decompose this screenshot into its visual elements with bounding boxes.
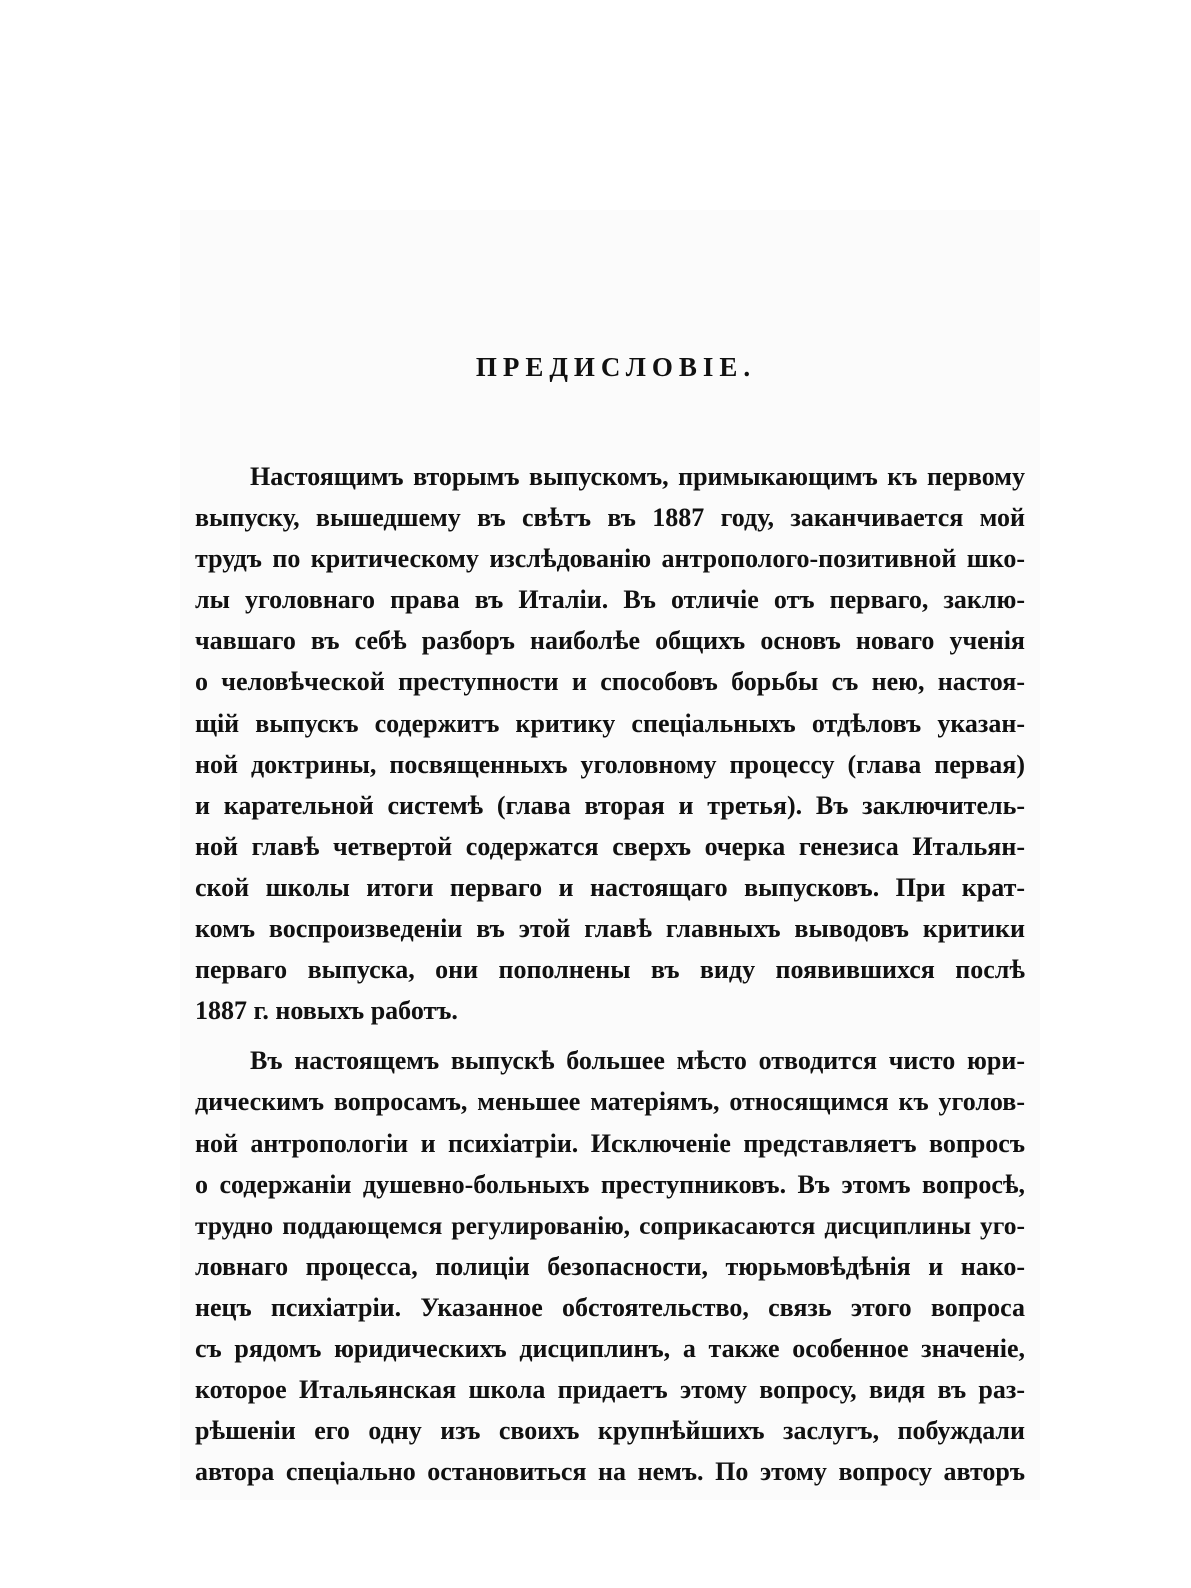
text-line: и карательной системѣ (глава вторая и третья). Въ заключитель- bbox=[195, 790, 1025, 820]
text-line: чавшаго въ себѣ разборъ наиболѣе общихъ основъ новаго ученія bbox=[195, 626, 1025, 656]
text-line: дическимъ вопросамъ, меньшее матеріямъ, относящимся къ уголов- bbox=[195, 1087, 1025, 1117]
text-line: ной антропологіи и психіатріи. Исключеніе представляетъ вопросъ bbox=[195, 1128, 1025, 1158]
text-line: Настоящимъ вторымъ выпускомъ, примыкающимъ къ первому bbox=[250, 462, 1025, 491]
text-line: 1887 г. новыхъ работъ. bbox=[195, 996, 458, 1026]
text-line: ской школы итоги перваго и настоящаго выпусковъ. При крат- bbox=[195, 872, 1025, 902]
text-line: Въ настоящемъ выпускѣ большее мѣсто отводится чисто юри- bbox=[250, 1046, 1025, 1076]
text-line: автора спеціально остановиться на немъ. По этому вопросу авторъ bbox=[195, 1457, 1025, 1487]
body-text bbox=[195, 456, 1025, 1492]
text-line: о содержаніи душевно-больныхъ преступниковъ. Въ этомъ вопросѣ, bbox=[195, 1169, 1025, 1199]
text-line: перваго выпуска, они пополнены въ виду появившихся послѣ bbox=[195, 955, 1025, 985]
text-line: которое Итальянская школа придаетъ этому вопросу, видя въ раз- bbox=[195, 1375, 1025, 1405]
text-line: съ рядомъ юридическихъ дисциплинъ, а также особенное значеніе, bbox=[195, 1333, 1025, 1363]
paragraph-2 bbox=[195, 1040, 1025, 1492]
text-line: ловнаго процесса, полиціи безопасности, тюрьмовѣдѣнія и нако- bbox=[195, 1251, 1025, 1281]
text-line: трудъ по критическому изслѣдованію антрополого-позитивной шко- bbox=[195, 544, 1025, 574]
paragraph-1 bbox=[195, 456, 1025, 1031]
text-line: ной главѣ четвертой содержатся сверхъ очерка генезиса Итальян- bbox=[195, 831, 1025, 861]
text-line: щій выпускъ содержитъ критику спеціальныхъ отдѣловъ указан- bbox=[195, 708, 1025, 738]
text-line: о человѣческой преступности и способовъ борьбы съ нею, настоя- bbox=[195, 667, 1025, 697]
paragraph-gap bbox=[195, 1031, 1025, 1040]
text-line: выпуску, вышедшему въ свѣтъ въ 1887 году, заканчивается мой bbox=[195, 503, 1025, 533]
text-line: комъ воспроизведеніи въ этой главѣ главныхъ выводовъ критики bbox=[195, 914, 1025, 944]
page-title: ПРЕДИСЛОВІЕ. bbox=[475, 352, 757, 382]
text-line: рѣшеніи его одну изъ своихъ крупнѣйшихъ заслугъ, побуждали bbox=[195, 1416, 1025, 1446]
text-line: нецъ психіатріи. Указанное обстоятельство, связь этого вопроса bbox=[195, 1292, 1025, 1322]
text-line: лы уголовнаго права въ Италіи. Въ отличіе отъ перваго, заклю- bbox=[195, 585, 1025, 615]
text-line: трудно поддающемся регулированію, соприкасаются дисциплины уго- bbox=[195, 1210, 1025, 1240]
text-line: ной доктрины, посвященныхъ уголовному процессу (глава первая) bbox=[195, 749, 1025, 779]
